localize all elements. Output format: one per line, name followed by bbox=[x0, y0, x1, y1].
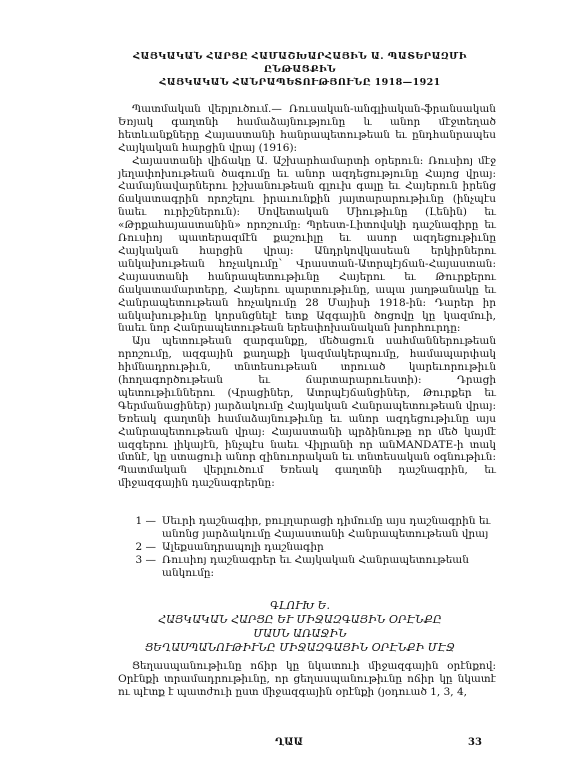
chapter-section: ՑԵՂԱՍՊԱՆՈՒԹԻՒՆԸ ՄԻՋԱԶԳԱՅԻՆ ՕՐԷՆՔԻ ՄԷՋ bbox=[144, 641, 456, 654]
list-item-number: 3 — bbox=[135, 553, 156, 566]
list-item-text: Ալեքսանդրապոլի դաշնագիր bbox=[162, 540, 324, 553]
footer-signature: ՂԱԱ bbox=[275, 737, 304, 748]
list-item bbox=[118, 515, 496, 541]
document-heading bbox=[100, 50, 500, 89]
list-item-text: Ռուսիոյ դաշնագրեր եւ Հայկական Հանրապետութեան անկումը: bbox=[162, 553, 469, 579]
heading-line-1: ՀԱՅԿԱԿԱՆ ՀԱՐՑԸ ՀԱՄԱՇԽԱՐՀԱՅԻՆ Ա. ՊԱՏԵՐԱԶՄԻ ԸՆԹԱՑՔԻՆ bbox=[133, 51, 467, 75]
list-item-text: Սեւրի դաշնագիր, բուլղարացի դիմումը այս դաշնագրին եւ անոնց յարձակումը Հայաստանի Հանրապետութեան վրայ bbox=[162, 515, 491, 540]
paragraph-3: Այս պետութեան զարգանքը, մեծացուն սահմաններութեան որոշումը, ազգային քաղաքի կազմակերպումը, համապարփակ հիմնադրութիւն, տնտեսութեան տրուած կարեւորութիւն (հողագործութեան եւ ճարտարարուեստի): Դրացի պետութիւններու (Վրացիներ, Ատրպէյճանցիներ, Թուրքեր եւ Գերմանացիներ) յարձակումը Հայկական Հանրապետութեան վրայ: Եռեակ գաղտնի համաձայնութիւնը եւ անոր ազդեցութիւնը այս Հանրապետութեան վրայ: Հայաստանի պրձինութը որ մեծ կայմէ ազգերու լիկայէն, ինչպէս նաեւ Վիլրանի որ անMANDATE-ի տակ մտնէ, կը ստացուի անոր զինուորական եւ տնտեսական օգնութիւն: Պատմական վերլուծում Եռեակ գաղտնի դաշնագրին, եւ միջազգային դաշնագրերնը: bbox=[118, 335, 496, 490]
list-item-number: 1 — bbox=[135, 515, 156, 527]
paragraph-1: Պատմական վերլուծում.— Ռուսական-անգլիական-ֆրանսական Եռյակ գաղտնի համաձայնությունը և անոր մէջտեղած հետևանքները Հայաստանի հանրապետութեան եւ ընդհանրապես Հայկական հարցին վրայ (1916): bbox=[118, 103, 496, 154]
chapter-heading bbox=[100, 599, 500, 655]
chapter-title: ՀԱՅԿԱԿԱՆ ՀԱՐՑԸ ԵՒ ՄԻՋԱԶԳԱՅԻՆ ՕՐԷՆՔԸ bbox=[158, 613, 442, 626]
closing-paragraph: Ցեղասպանութիւնը ոճիր կը նկատուի միջազգային օրէնքով: Օրէնքի տրամադրութիւնը, որ ցեղասպանութիւնը ոճիր կը նկատէ ու պէտք է պատժուի ըստ միջազգային օրէնքի (յօդուած 1, 3, 4, bbox=[118, 660, 496, 698]
page-number: 33 bbox=[468, 737, 482, 748]
list-item bbox=[118, 541, 496, 554]
chapter-label: ԳԼՈՒԽ Ե. bbox=[269, 599, 331, 612]
body-text bbox=[118, 103, 496, 490]
list-item-number: 2 — bbox=[135, 540, 156, 553]
numbered-list bbox=[118, 515, 496, 580]
list-item bbox=[118, 554, 496, 580]
closing-text bbox=[118, 660, 496, 699]
paragraph-2: Հայաստանի վիճակը Ա. Աշխարհամարտի օրերուն: Ռուսիոյ մէջ յեղափոխութեան ծագումը եւ անոր ազդեցությունը Հայոց վրայ: Համայնավարներու իշխանութեան գլուխ գալը եւ Հայերուն իրենց ճակատագրին որոշելու իրաւունքին յայտարարութիւնը (ինչպէս նաեւ ուրիշներուն): Սովետական Միութիւնը (Լենին) եւ «Թրքահայաստանին» որոշումը: Պրեստ-Լիտովսկի դաշնագիրը եւ Ռուսիոյ պատերազմէն քաշուիլը եւ ասոր ազդեցութիւնը Հայկական հարցին վրայ: Անդրկովկասեան երկիրներու անկախութեան հռչակումը՝ Վրաստան-Ատրպէյճան-Հայաստան: Հայաստանի հանրապետութիւնը Հայերու եւ Թուրքերու ճակատամարտերը, Հայերու պարտութիւնը, ապա յաղթանակը եւ Հանրապետութեան հռչակումը 28 Մայիսի 1918-ին: Դարեր իր անկախութիւնը կորսնցնելէ ետք Ազգային ծոցովը կը կազմուի, նաեւ նոր Հանրապետութեան երեսփոխանական խորհուրդը: bbox=[118, 154, 496, 335]
chapter-subtitle: ՄԱՍՆ ԱՌԱՋԻՆ bbox=[253, 627, 347, 640]
heading-line-2: ՀԱՅԿԱԿԱՆ ՀԱՆՐԱՊԵՏՈՒԹՅՈՒՆԸ 1918—1921 bbox=[159, 77, 441, 88]
